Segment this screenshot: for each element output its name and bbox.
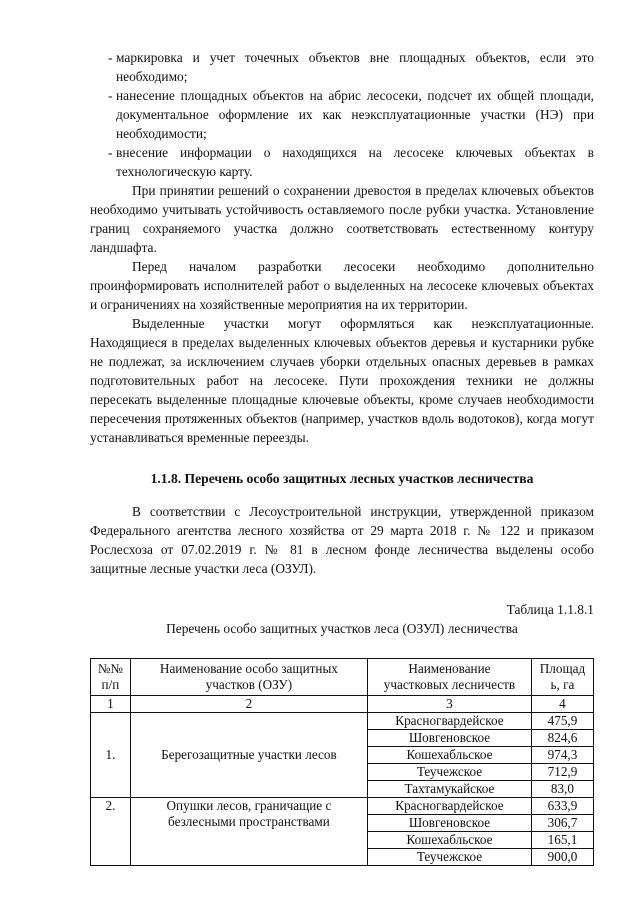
- bullet-item: [90, 86, 594, 143]
- group-number: 2.: [91, 798, 131, 866]
- body-paragraph: Перед началом разработки лесосеки необходимо дополнительно проинформировать исполнителей работ о выделенных на лесосеке ключевых объектах и ограничениях на хозяйственные мероприятия на их территории.: [90, 259, 594, 312]
- header-text: Площад ь, га: [539, 661, 586, 692]
- forestry-name: Красногвардейское: [367, 713, 531, 730]
- forestry-name: Теучежское: [367, 764, 531, 781]
- forestry-name: Шовгеновское: [367, 815, 531, 832]
- document-page: [90, 48, 594, 866]
- column-number: 4: [531, 696, 593, 713]
- column-number-row: [91, 696, 594, 713]
- area-value: 712,9: [531, 764, 593, 781]
- forestry-name: Кошехабльское: [367, 832, 531, 849]
- ozul-table: [90, 658, 594, 866]
- forestry-name: Шовгеновское: [367, 730, 531, 747]
- area-value: 633,9: [531, 798, 593, 815]
- bullet-text: внесение информации о находящихся на лесосеке ключевых объектах в технологическую карту.: [116, 145, 594, 179]
- header-cell-forestry: [367, 659, 531, 696]
- bullet-marker: -: [108, 145, 113, 160]
- bullet-marker: -: [108, 50, 113, 65]
- table-title: Перечень особо защитных участков леса (ОЗУЛ) лесничества: [166, 621, 518, 636]
- header-text: №№ п/п: [97, 661, 124, 692]
- header-text: Наименование особо защитных участков (ОЗУ): [159, 661, 338, 692]
- area-value: 974,3: [531, 747, 593, 764]
- bullet-list: [90, 48, 594, 181]
- header-cell-number: [91, 659, 131, 696]
- table-row: [91, 713, 594, 730]
- bullet-text: маркировка и учет точечных объектов вне площадных объектов, если это необходимо;: [116, 50, 594, 84]
- forestry-name: Тахтамукайское: [367, 781, 531, 798]
- body-paragraph: Выделенные участки могут оформляться как неэксплуатационные. Находящиеся в пределах выделенных ключевых объектов деревья и кустарники рубке не подлежат, за исключением случаев уборки отдельных опасных деревьев в рамках подготовительных работ на лесосеке. Пути прохождения техники не должны пересекать выделенные площадные ключевые объекты, кроме случаев необходимости пересечения протяженных объектов (например, участков вдоль водотоков), когда могут устанавливаться временные переезды.: [90, 316, 594, 445]
- area-value: 824,6: [531, 730, 593, 747]
- header-cell-area: [531, 659, 593, 696]
- group-name: Берегозащитные участки лесов: [130, 713, 367, 798]
- bullet-item: [90, 48, 594, 86]
- group-name: Опушки лесов, граничащие с безлесными пространствами: [130, 798, 367, 866]
- column-number: 1: [91, 696, 131, 713]
- column-number: 2: [130, 696, 367, 713]
- area-value: 475,9: [531, 713, 593, 730]
- group-number: 1.: [91, 713, 131, 798]
- table-row: [91, 798, 594, 815]
- table-header-row: [91, 659, 594, 696]
- forestry-name: Теучежское: [367, 849, 531, 866]
- area-value: 165,1: [531, 832, 593, 849]
- bullet-text: нанесение площадных объектов на абрис лесосеки, подсчет их общей площади, документальное оформление их как неэксплуатационные участки (НЭ) при необходимости;: [116, 88, 594, 141]
- section-paragraph: В соответствии с Лесоустроительной инструкции, утвержденной приказом Федерального агентства лесного хозяйства от 29 марта 2018 г. № 122 и приказом Рослесхоза от 07.02.2019 г. № 81 в лесном фонде лесничества выделены особо защитные лесные участки леса (ОЗУЛ).: [90, 504, 594, 576]
- forestry-name: Красногвардейское: [367, 798, 531, 815]
- area-value: 900,0: [531, 849, 593, 866]
- bullet-marker: -: [108, 88, 113, 103]
- header-text: Наименование участковых лесничеств: [383, 661, 516, 692]
- area-value: 306,7: [531, 815, 593, 832]
- table-caption: Таблица 1.1.8.1: [506, 602, 594, 617]
- bullet-item: [90, 143, 594, 181]
- header-cell-ozu-name: [130, 659, 367, 696]
- column-number: 3: [367, 696, 531, 713]
- area-value: 83,0: [531, 781, 593, 798]
- body-paragraph: При принятии решений о сохранении древостоя в пределах ключевых объектов необходимо учитывать устойчивость оставляемого после рубки участка. Установление границ сохраняемого участка должно соответствовать естественному контуру ландшафта.: [90, 183, 594, 255]
- section-heading: 1.1.8. Перечень особо защитных лесных участков лесничества: [150, 471, 534, 486]
- forestry-name: Кошехабльское: [367, 747, 531, 764]
